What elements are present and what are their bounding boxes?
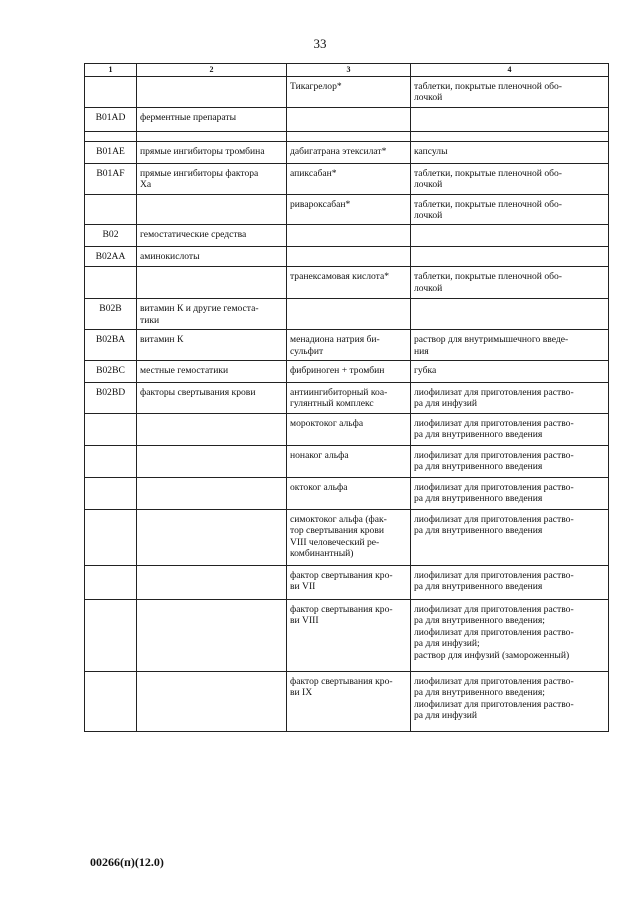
column-header-4: 4 [411,64,609,77]
table-cell-form: лиофилизат для приготовления раство- ра для внутривенного введения; лиофилизат для приготовления раство- ра для инфузий [411,671,609,731]
table-cell-group [137,671,287,731]
drug-table [84,63,609,732]
table-row [85,330,609,361]
table-cell-group [137,267,287,299]
table-cell-drug: фактор свертывания кро- ви IX [287,671,411,731]
table-cell-drug: фактор свертывания кро- ви VIII [287,599,411,671]
table-row [85,299,609,330]
table-cell-drug [287,225,411,247]
table-cell-group [137,565,287,599]
table-cell-code: B01AE [85,141,137,163]
table-cell-form: лиофилизат для приготовления раство- ра для инфузий [411,383,609,414]
table-cell-drug [287,299,411,330]
table-cell-code [85,477,137,509]
table-cell-form: капсулы [411,141,609,163]
column-header-3: 3 [287,64,411,77]
table-cell-group: прямые ингибиторы тромбина [137,141,287,163]
table-cell-group [137,77,287,108]
table-cell-drug [287,247,411,267]
table-row [85,361,609,383]
table-cell-group [137,413,287,445]
table-row [85,383,609,414]
table-cell-form: таблетки, покрытые пленочной обо- лочкой [411,77,609,108]
table-cell-drug: симоктоког альфа (фак- тор свертывания крови VIII человеческий ре- комбинантный) [287,509,411,565]
table-cell-code [85,131,137,141]
table-cell-form: таблетки, покрытые пленочной обо- лочкой [411,267,609,299]
table-cell-drug: менадиона натрия би- сульфит [287,330,411,361]
table-row [85,107,609,131]
column-header-1: 1 [85,64,137,77]
table-cell-code [85,565,137,599]
table-cell-code [85,194,137,225]
table-cell-code: B02AA [85,247,137,267]
table-cell-group: прямые ингибиторы фактора Ха [137,163,287,194]
table-row [85,477,609,509]
table-row [85,131,609,141]
table-cell-group [137,131,287,141]
table-row [85,599,609,671]
table-cell-code [85,599,137,671]
table-cell-code: B02BA [85,330,137,361]
table-cell-drug: фибриноген + тромбин [287,361,411,383]
table-cell-group: местные гемостатики [137,361,287,383]
table-row [85,141,609,163]
table-cell-code [85,77,137,108]
table-cell-form [411,131,609,141]
table-cell-drug: апиксабан* [287,163,411,194]
table-cell-code [85,671,137,731]
table-row [85,194,609,225]
table-cell-drug: антиингибиторный коа- гулянтный комплекс [287,383,411,414]
table-cell-group [137,445,287,477]
column-header-2: 2 [137,64,287,77]
table-cell-form: лиофилизат для приготовления раство- ра для внутривенного введения [411,565,609,599]
table-cell-code: B02BC [85,361,137,383]
table-cell-group [137,194,287,225]
table-cell-drug: октоког альфа [287,477,411,509]
document-code: 00266(п)(12.0) [90,855,164,869]
table-row [85,413,609,445]
table-cell-form [411,107,609,131]
table-cell-code: B02 [85,225,137,247]
table-cell-group: витамин К [137,330,287,361]
table-row [85,565,609,599]
table-cell-form: лиофилизат для приготовления раство- ра для внутривенного введения; лиофилизат для приготовления раство- ра для инфузий; раствор для инфузий (замороженный) [411,599,609,671]
table-cell-code [85,413,137,445]
table-row [85,225,609,247]
table-cell-form: лиофилизат для приготовления раство- ра для внутривенного введения [411,413,609,445]
table-cell-form: таблетки, покрытые пленочной обо- лочкой [411,163,609,194]
table-cell-group [137,509,287,565]
table-cell-group [137,599,287,671]
table-row [85,445,609,477]
table-cell-drug: фактор свертывания кро- ви VII [287,565,411,599]
table-cell-code: B01AD [85,107,137,131]
table-cell-group: аминокислоты [137,247,287,267]
table-cell-group: ферментные препараты [137,107,287,131]
table-cell-group [137,477,287,509]
table-cell-code [85,267,137,299]
table-cell-group: факторы свертывания крови [137,383,287,414]
table-cell-drug: дабигатрана этексилат* [287,141,411,163]
table-cell-form: раствор для внутримышечного введе- ния [411,330,609,361]
table-cell-code: B02BD [85,383,137,414]
table-cell-code [85,509,137,565]
table-row [85,671,609,731]
table-cell-drug: Тикагрелор* [287,77,411,108]
table-row [85,247,609,267]
table-cell-form [411,225,609,247]
table-header-row [85,64,609,77]
table-cell-form [411,299,609,330]
table-cell-drug: нонаког альфа [287,445,411,477]
table-cell-form: лиофилизат для приготовления раство- ра для внутривенного введения [411,477,609,509]
page-number: 33 [313,36,327,51]
table-row [85,163,609,194]
table-cell-group: витамин К и другие гемоста- тики [137,299,287,330]
table-cell-drug: транексамовая кислота* [287,267,411,299]
table-cell-code: B02B [85,299,137,330]
table-cell-drug [287,131,411,141]
table-cell-form [411,247,609,267]
table-cell-form: лиофилизат для приготовления раство- ра для внутривенного введения [411,509,609,565]
table-cell-form: таблетки, покрытые пленочной обо- лочкой [411,194,609,225]
table-row [85,267,609,299]
table-cell-form: лиофилизат для приготовления раство- ра для внутривенного введения [411,445,609,477]
table-row [85,509,609,565]
table-cell-group: гемостатические средства [137,225,287,247]
table-cell-drug: мороктоког альфа [287,413,411,445]
table-cell-drug [287,107,411,131]
table-row [85,77,609,108]
table-cell-code: B01AF [85,163,137,194]
table-cell-drug: ривароксабан* [287,194,411,225]
table-cell-form: губка [411,361,609,383]
table-cell-code [85,445,137,477]
